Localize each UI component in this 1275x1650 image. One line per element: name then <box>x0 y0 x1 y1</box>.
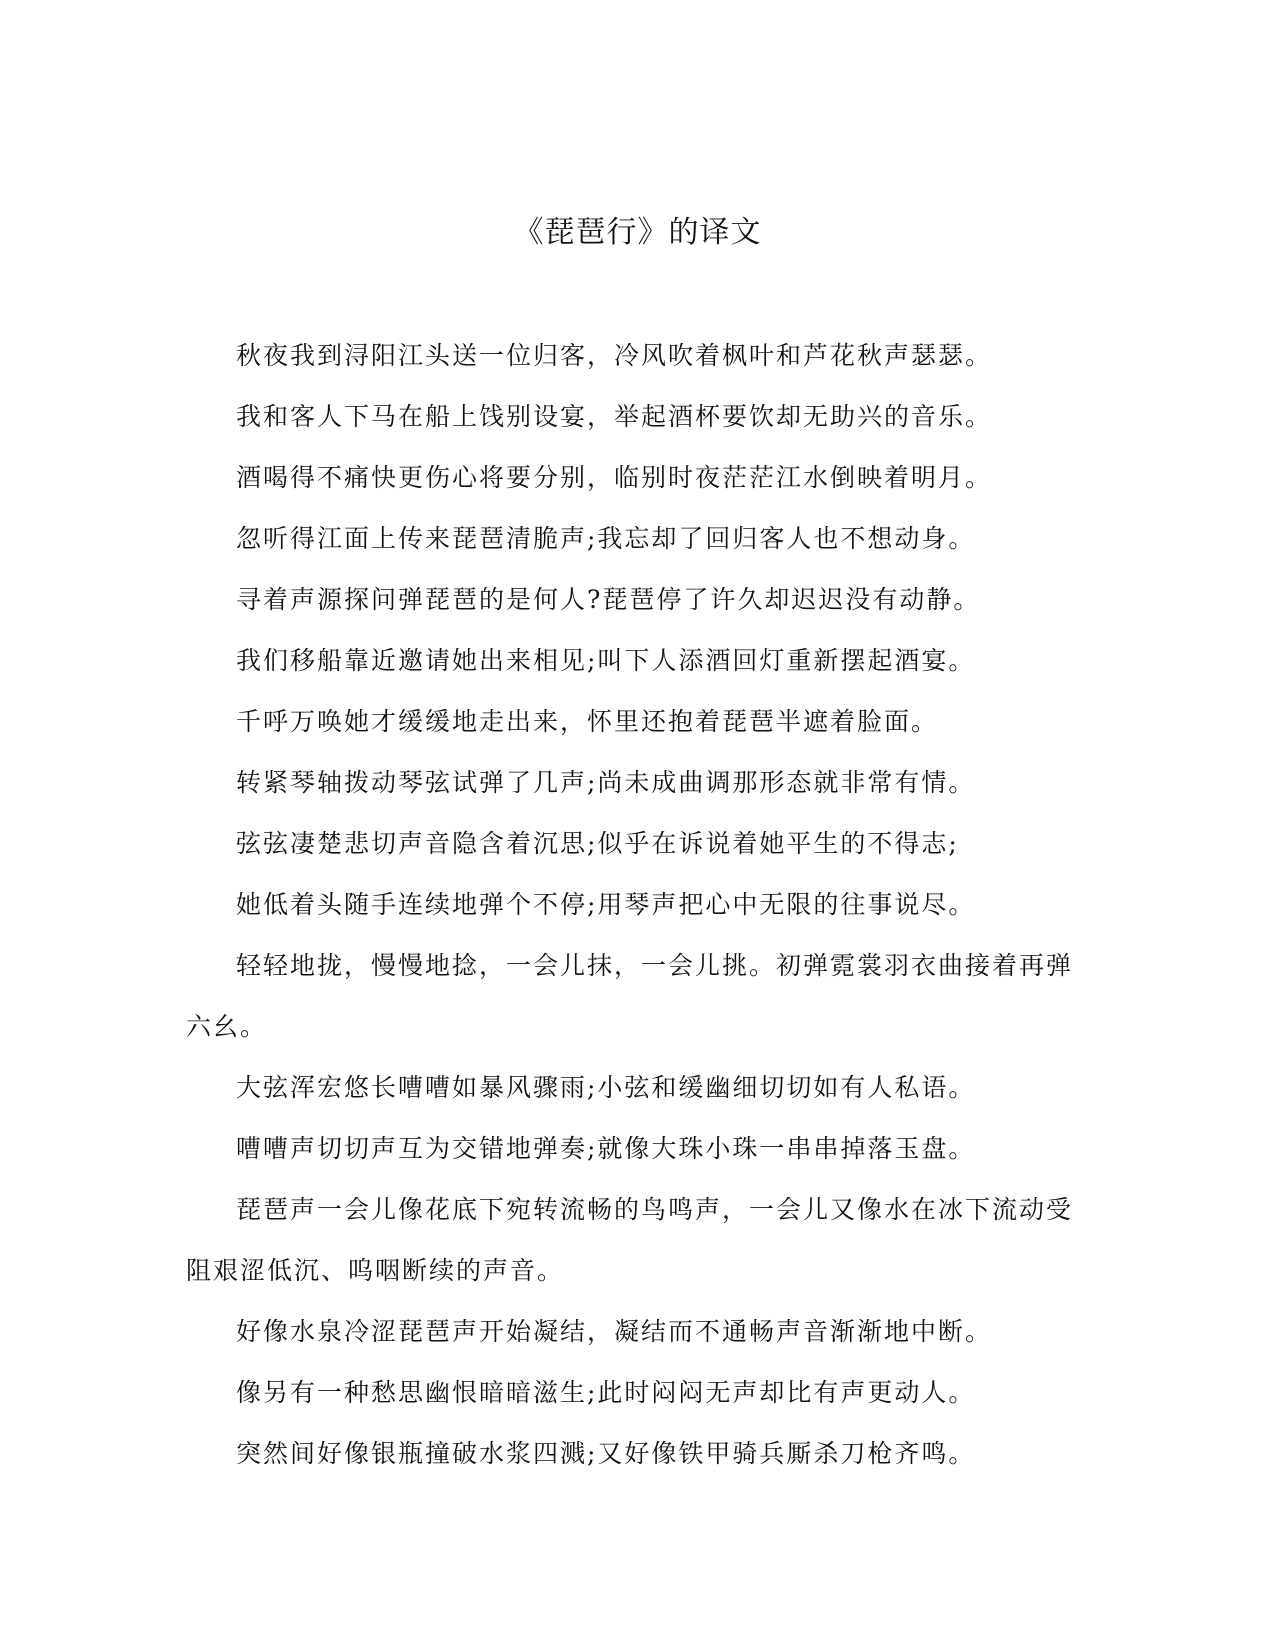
paragraph-8: 转紧琴轴拨动琴弦试弹了几声;尚未成曲调那形态就非常有情。 <box>236 768 976 797</box>
paragraph-17: 突然间好像银瓶撞破水浆四溅;又好像铁甲骑兵厮杀刀枪齐鸣。 <box>236 1439 976 1468</box>
paragraph-4: 忽听得江面上传来琵琶清脆声;我忘却了回归客人也不想动身。 <box>236 524 976 553</box>
paragraph-11: 轻轻地拢，慢慢地捻，一会儿抹，一会儿挑。初弹霓裳羽衣曲接着再弹六幺。 <box>186 951 1074 1041</box>
paragraph-13: 嘈嘈声切切声互为交错地弹奏;就像大珠小珠一串串掉落玉盘。 <box>236 1134 976 1163</box>
paragraph-16: 像另有一种愁思幽恨暗暗滋生;此时闷闷无声却比有声更动人。 <box>236 1378 976 1407</box>
paragraph-14: 琵琶声一会儿像花底下宛转流畅的鸟鸣声，一会儿又像水在冰下流动受阻艰涩低沉、呜咽断续的声音。 <box>186 1195 1074 1285</box>
document-title: 《琵琶行》的译文 <box>513 215 762 250</box>
paragraph-15: 好像水泉冷涩琵琶声开始凝结，凝结而不通畅声音渐渐地中断。 <box>236 1317 993 1346</box>
paragraph-12: 大弦浑宏悠长嘈嘈如暴风骤雨;小弦和缓幽细切切如有人私语。 <box>236 1073 976 1102</box>
document-body <box>186 325 1086 1484</box>
paragraph-2: 我和客人下马在船上饯别设宴，举起酒杯要饮却无助兴的音乐。 <box>236 402 993 431</box>
paragraph-6: 我们移船靠近邀请她出来相见;叫下人添酒回灯重新摆起酒宴。 <box>236 646 976 675</box>
paragraph-1: 秋夜我到浔阳江头送一位归客，冷风吹着枫叶和芦花秋声瑟瑟。 <box>236 341 993 370</box>
paragraph-3: 酒喝得不痛快更伤心将要分别，临别时夜茫茫江水倒映着明月。 <box>236 463 993 492</box>
paragraph-9: 弦弦凄楚悲切声音隐含着沉思;似乎在诉说着她平生的不得志; <box>236 829 959 858</box>
paragraph-5: 寻着声源探问弹琵琶的是何人?琵琶停了许久却迟迟没有动静。 <box>236 585 981 614</box>
paragraph-10: 她低着头随手连续地弹个不停;用琴声把心中无限的往事说尽。 <box>236 890 976 919</box>
paragraph-7: 千呼万唤她才缓缓地走出来，怀里还抱着琵琶半遮着脸面。 <box>236 707 939 736</box>
